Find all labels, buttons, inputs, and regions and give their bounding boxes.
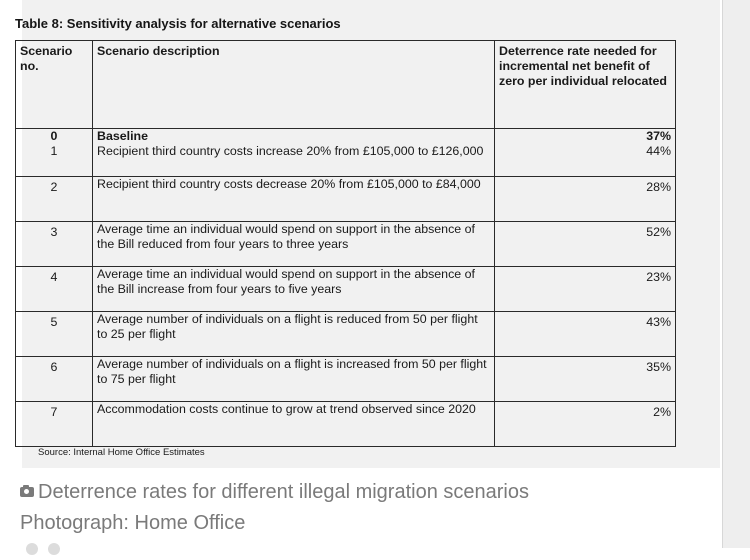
scenario-number: 3 <box>16 222 93 267</box>
deterrence-rate: 37% <box>495 129 676 145</box>
table-row <box>16 177 676 222</box>
table-row <box>16 129 676 145</box>
table-row <box>16 402 676 447</box>
table-row <box>16 222 676 267</box>
scenario-number: 5 <box>16 312 93 357</box>
scenario-description: Accommodation costs continue to grow at trend observed since 2020 <box>93 402 495 447</box>
sensitivity-table <box>15 40 676 447</box>
scenario-number: 4 <box>16 267 93 312</box>
caption-line <box>20 477 710 508</box>
scenario-number: 0 <box>16 129 93 145</box>
deterrence-rate: 2% <box>495 402 676 447</box>
share-circle-icon[interactable] <box>26 543 38 555</box>
table-header-row <box>16 41 676 129</box>
scenario-description: Average time an individual would spend on support in the absence of the Bill increase from four years to five years <box>93 267 495 312</box>
table-row <box>16 144 676 177</box>
header-scenario-description: Scenario description <box>93 41 495 129</box>
scenario-description: Average time an individual would spend on support in the absence of the Bill reduced from four years to three years <box>93 222 495 267</box>
table-source-note: Source: Internal Home Office Estimates <box>38 447 205 458</box>
table-row <box>16 312 676 357</box>
deterrence-rate: 35% <box>495 357 676 402</box>
deterrence-rate: 28% <box>495 177 676 222</box>
header-deterrence-rate: Deterrence rate needed for incremental net benefit of zero per individual relocated <box>495 41 676 129</box>
scenario-number: 6 <box>16 357 93 402</box>
scenario-description: Recipient third country costs decrease 20% from £105,000 to £84,000 <box>93 177 495 222</box>
table-title: Table 8: Sensitivity analysis for alternative scenarios <box>15 16 341 31</box>
deterrence-rate: 23% <box>495 267 676 312</box>
deterrence-rate: 52% <box>495 222 676 267</box>
deterrence-rate: 44% <box>495 144 676 177</box>
scenario-number: 2 <box>16 177 93 222</box>
deterrence-rate: 43% <box>495 312 676 357</box>
scenario-number: 1 <box>16 144 93 177</box>
camera-icon <box>20 487 34 497</box>
caption-text: Deterrence rates for different illegal migration scenarios <box>38 481 529 503</box>
photo-caption <box>20 477 710 539</box>
scenario-number: 7 <box>16 402 93 447</box>
scenario-description: Average number of individuals on a flight is increased from 50 per flight to 75 per flight <box>93 357 495 402</box>
page-edge <box>722 0 750 548</box>
scenario-description: Average number of individuals on a flight is reduced from 50 per flight to 25 per flight <box>93 312 495 357</box>
table-row <box>16 267 676 312</box>
share-buttons <box>26 542 70 560</box>
scenario-description: Baseline <box>93 129 495 145</box>
header-scenario-no: Scenario no. <box>16 41 93 129</box>
table-row <box>16 357 676 402</box>
share-circle-icon[interactable] <box>48 543 60 555</box>
photo-credit: Photograph: Home Office <box>20 512 246 534</box>
scenario-description: Recipient third country costs increase 20% from £105,000 to £126,000 <box>93 144 495 177</box>
